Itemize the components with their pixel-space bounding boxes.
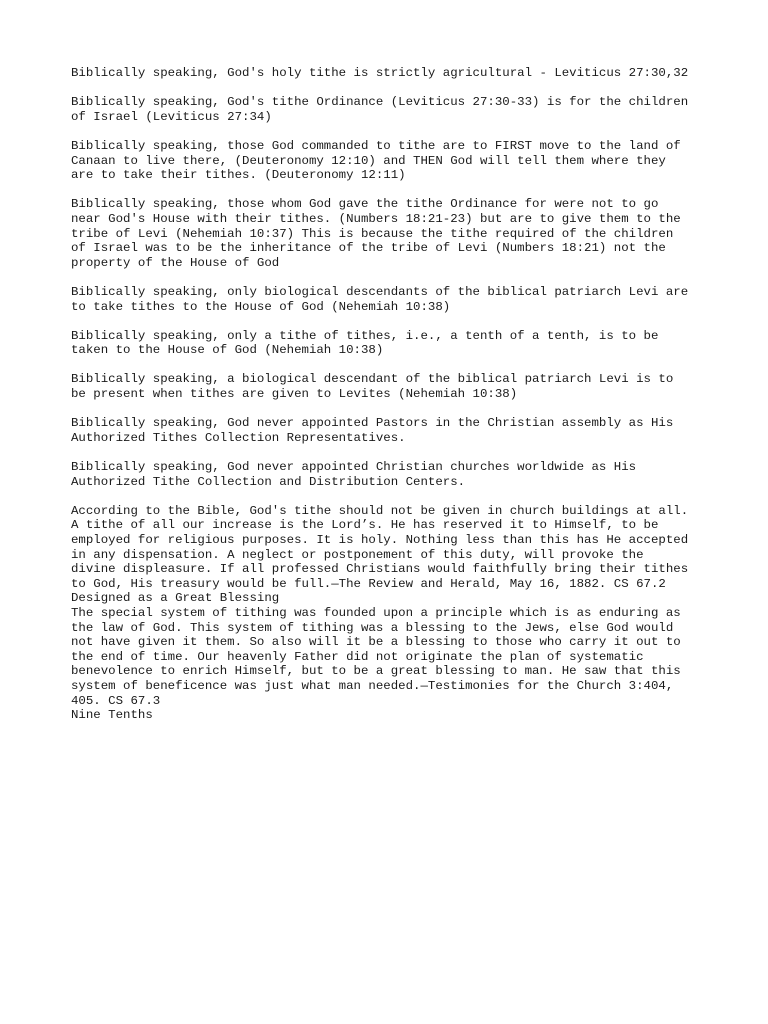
quote-testimonies: The special system of tithing was founded upon a principle which is as enduring as the law of God. This system of tithing was a blessing to the Jews, else God would not have given it them. So also will it be a blessing to those who carry it out to the end of time. Our heavenly Father did not originate the plan of systematic benevolence to enrich Himself, but to be a great blessing to man. He saw that this system of beneficence was just what man needed.—Testimonies for the Church 3:404, 405. CS 67.3 [71, 605, 681, 708]
paragraph-agricultural-tithe: Biblically speaking, God's holy tithe is strictly agricultural - Leviticus 27:30,32 [71, 66, 689, 80]
heading-great-blessing: Designed as a Great Blessing [71, 591, 280, 606]
paragraph-tithe-of-tithes: Biblically speaking, only a tithe of tithes, i.e., a tenth of a tenth, is to be taken to the House of God (Nehemiah 10:38) [71, 328, 659, 358]
paragraph-canaan: Biblically speaking, those God commanded to tithe are to FIRST move to the land of Canaan to live there, (Deuteronomy 12:10) and THEN God will tell them where they are to take their tithes. (Deuteronomy 12:11) [71, 138, 681, 183]
paragraph-pastors: Biblically speaking, God never appointed Pastors in the Christian assembly as His Authorized Tithes Collection Representatives. [71, 416, 674, 445]
quote-review-and-herald: According to the Bible, God's tithe should not be given in church buildings at all. A tithe of all our increase is the Lord’s. He has reserved it to Himself, to be employed for religious purposes. It is holy. Nothing less than this has He accepted in any dispensation. A neglect or postponement of this duty, will provoke the divine displeasure. If all professed Christians would faithfully bring their tithes to God, His treasury would be full.—The Review and Herald, May 16, 1882. CS 67.2 [71, 503, 689, 591]
paragraph-biological-descendants: Biblically speaking, only biological descendants of the biblical patriarch Levi are to take tithes to the House of God (Nehemiah 10:38) [71, 284, 689, 314]
quoted-section [71, 504, 711, 723]
paragraph-tithe-ordinance: Biblically speaking, God's tithe Ordinance (Leviticus 27:30-33) is for the children of Israel (Leviticus 27:34) [71, 95, 689, 124]
paragraph-tribe-of-levi: Biblically speaking, those whom God gave the tithe Ordinance for were not to go near God's House with their tithes. (Numbers 18:21-23) but are to give them to the tribe of Levi (Nehemiah 10:37) This is because the tithe required of the children of Israel was to be the inheritance of the tribe of Levi (Numbers 18:21) not the property of the House of God [71, 197, 681, 270]
heading-nine-tenths: Nine Tenths [71, 708, 153, 723]
document-page [71, 66, 711, 723]
paragraph-churches: Biblically speaking, God never appointed Christian churches worldwide as His Authorized Tithe Collection and Distribution Centers. [71, 460, 637, 489]
paragraph-levite-present: Biblically speaking, a biological descendant of the biblical patriarch Levi is to be present when tithes are given to Levites (Nehemiah 10:38) [71, 372, 674, 402]
